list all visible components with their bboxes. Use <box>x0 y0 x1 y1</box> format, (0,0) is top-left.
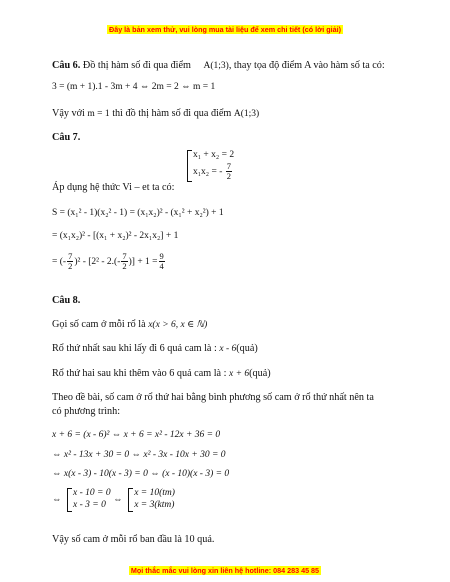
cau8-p2-math: x - 6 <box>219 344 237 354</box>
cau8-p2-text: Rổ thứ nhất sau khi lấy đi 6 quả cam là : <box>52 343 217 354</box>
cau6-conclusion-m: m = 1 <box>87 109 110 119</box>
result-den: 4 <box>159 261 164 272</box>
cau7-line2: = (x₁x₂)² - [(x₁ + x₂)² - 2x₁x₂] + 1 <box>52 231 179 241</box>
frac-den: 2 <box>68 261 73 272</box>
frac-den: 2 <box>226 171 232 182</box>
eq4-a1: x - 10 = 0 <box>73 488 111 498</box>
preview-notice-banner <box>0 25 450 34</box>
frac-num: 7 <box>226 160 232 171</box>
cau8-eq2: ⇔ x² - 13x + 30 = 0 ⇔ x² - 3x - 10x + 30 = 0 <box>52 450 226 460</box>
frac-num: 7 <box>68 251 73 261</box>
line3-part-a: = (- <box>52 257 67 268</box>
viet-product-lhs: x₁x₂ = - <box>193 166 223 177</box>
cau6-conclusion <box>52 108 259 121</box>
cau8-p2 <box>52 343 258 356</box>
cau6-label: Câu 6. <box>52 60 81 71</box>
preview-notice-text: Đây là bản xem thử, vui lòng mua tài liệu để xem chi tiết (có lời giải) <box>109 25 341 34</box>
result-num: 9 <box>159 251 164 261</box>
line3-part-b: )² - [2² - 2.(- <box>74 257 121 268</box>
cau6-conclusion-a: Vậy với <box>52 108 85 119</box>
cau8-eq4-bracket-b <box>128 488 175 512</box>
cau8-p1 <box>52 319 207 332</box>
cau7-system <box>185 150 234 182</box>
eq4-a2: x - 3 = 0 <box>73 499 106 510</box>
cau8-label: Câu 8. <box>52 295 81 306</box>
line3-part-c: )] + 1 = <box>128 257 158 268</box>
cau8-eq4-arrow-1: ⇔ <box>52 495 62 506</box>
cau8-eq4-arrow-2: ⇔ <box>113 495 123 506</box>
cau8-eq4-bracket-a <box>67 488 111 512</box>
frac-num: 7 <box>122 251 127 261</box>
viet-system-brace <box>187 150 234 182</box>
frac-den: 2 <box>122 261 127 272</box>
viet-product <box>193 162 234 182</box>
cau7-line3 <box>52 252 166 272</box>
cau8-p3-unit: (quả) <box>249 368 271 379</box>
cau6-conclusion-b: thì đồ thị hàm số đi qua điểm <box>112 108 232 119</box>
hotline-text: Mọi thắc mắc vui lòng xin liên hệ hotline: 084 283 45 85 <box>130 566 320 575</box>
cau6-conclusion-point: A(1;3) <box>233 109 260 119</box>
line3-frac-2 <box>121 252 127 272</box>
cau8-p1-text: Gọi số cam ở mỗi rổ là <box>52 319 146 330</box>
viet-sum: x₁ + x₂ = 2 <box>193 150 235 160</box>
cau6-intro <box>52 60 385 73</box>
cau8-p3-text: Rổ thứ hai sau khi thêm vào 6 quả cam là : <box>52 368 227 379</box>
hotline-banner <box>0 566 450 575</box>
cau8-final: Vậy số cam ở mỗi rổ ban đầu là 10 quả. <box>52 534 215 545</box>
cau8-eq4 <box>52 488 175 512</box>
cau6-point: A(1;3) <box>203 61 229 71</box>
cau8-eq3: ⇔ x(x - 3) - 10(x - 3) = 0 ⇔ (x - 10)(x - 3) = 0 <box>52 469 230 479</box>
cau8-p3 <box>52 368 271 381</box>
cau8-p2-unit: (quả) <box>236 343 258 354</box>
cau8-eq1: x + 6 = (x - 6)² ⇔ x + 6 = x² - 12x + 36 = 0 <box>52 430 221 440</box>
eq4-b1: x = 10(tm) <box>134 488 175 498</box>
cau7-s-line: S = (x₁² - 1)(x₂² - 1) = (x₁x₂)² - (x₁² + x₂²) + 1 <box>52 208 224 218</box>
viet-product-fraction <box>226 162 232 182</box>
cau8-p4-line2: có phương trình: <box>52 406 121 417</box>
cau8-p1-math: x(x > 6, x ∈ ℕ) <box>148 320 208 330</box>
result-fraction <box>159 252 165 272</box>
line3-frac-1 <box>67 252 73 272</box>
eq4-b2: x = 3(ktm) <box>134 499 175 510</box>
cau7-label: Câu 7. <box>52 132 81 143</box>
cau6-intro-tail: , thay tọa độ điểm A vào hàm số ta có: <box>228 60 385 71</box>
cau7-viet-text: Áp dụng hệ thức Vi – et ta có: <box>52 182 175 193</box>
cau6-intro-text: Đồ thị hàm số đi qua điểm <box>82 60 191 71</box>
cau8-p3-math: x + 6 <box>228 369 250 379</box>
cau8-p4-line1: Theo đề bài, số cam ở rổ thứ hai bằng bình phương số cam ở rổ thứ nhất nên ta <box>52 392 374 403</box>
cau6-equation: 3 = (m + 1).1 - 3m + 4 ⇔ 2m = 2 ⇔ m = 1 <box>52 82 216 92</box>
